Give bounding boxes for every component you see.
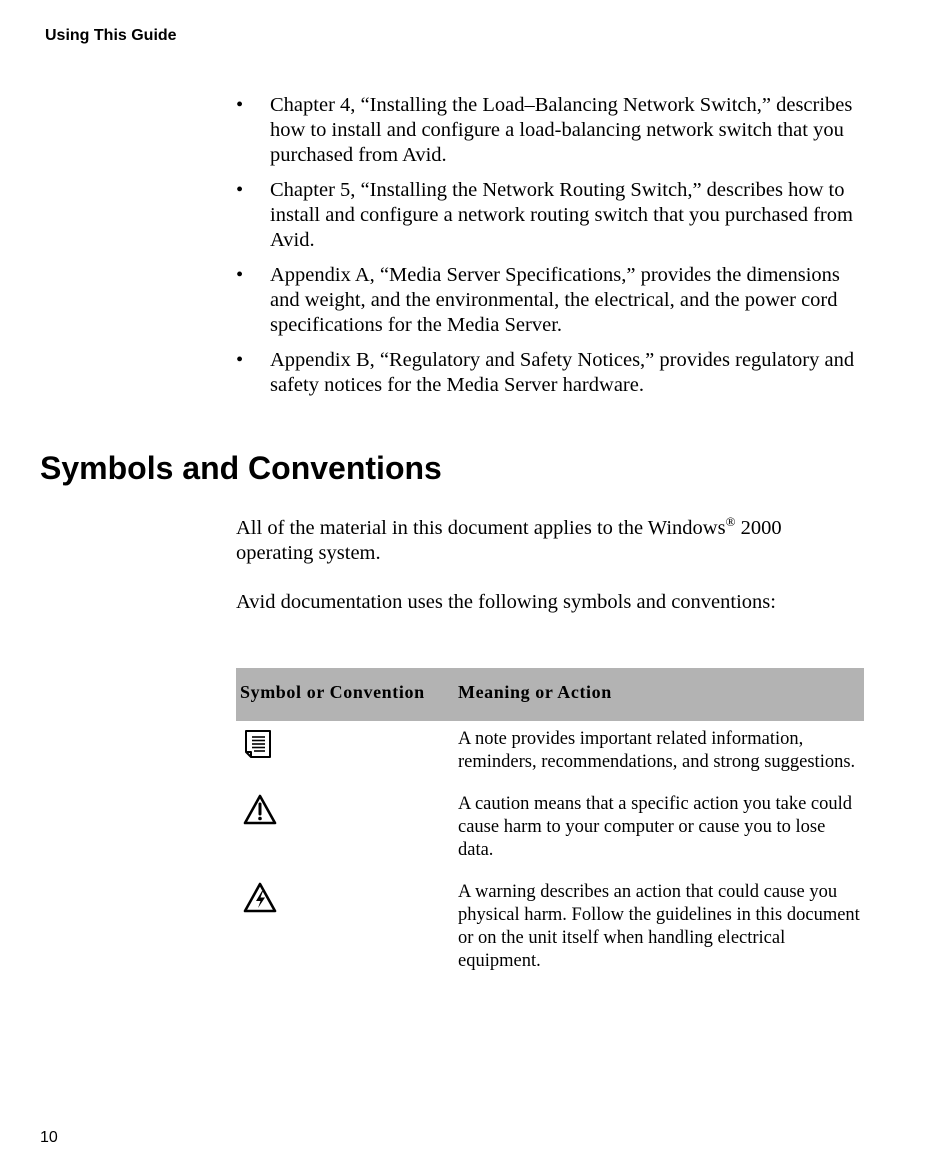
- warning-icon: [242, 881, 442, 915]
- symbol-cell: [236, 881, 442, 992]
- meaning-cell: A note provides important related information, reminders, recommendations, and strong suggestions.: [458, 729, 856, 772]
- list-item-text: Chapter 4, “Installing the Load–Balancing Network Switch,” describes how to install and configure a load-balancing network switch that you purchased from Avid.: [270, 94, 853, 166]
- note-icon: [242, 728, 442, 760]
- list-item-text: Appendix B, “Regulatory and Safety Notices,” provides regulatory and safety notices for the Media Server hardware.: [270, 349, 855, 396]
- list-item-text: Chapter 5, “Installing the Network Routing Switch,” describes how to install and configure a network routing switch that you purchased from Avid.: [270, 179, 853, 251]
- chapter-list: [236, 93, 866, 408]
- intro-text-end: 2000 operating system.: [236, 517, 782, 564]
- table-row: [236, 721, 864, 793]
- running-head: Using This Guide: [45, 27, 177, 44]
- bullet: •: [236, 94, 244, 116]
- table-row: [236, 793, 864, 881]
- lead-paragraph: Avid documentation uses the following symbols and conventions:: [236, 591, 776, 613]
- bullet: •: [236, 179, 244, 201]
- list-item: [236, 348, 866, 398]
- table-row: [236, 881, 864, 992]
- bullet: •: [236, 264, 244, 286]
- meaning-cell: A caution means that a specific action you take could cause harm to your computer or cause you to lose data.: [458, 794, 853, 860]
- list-item: [236, 178, 866, 253]
- list-item-text: Appendix A, “Media Server Specifications,” provides the dimensions and weight, and the environmental, the electrical, and the power cord specifications for the Media Server.: [270, 264, 840, 336]
- intro-text-start: All of the material in this document applies to the Windows: [236, 517, 726, 539]
- symbol-cell: [236, 793, 442, 881]
- column-header-symbol: Symbol or Convention: [236, 668, 442, 721]
- registered-mark: ®: [725, 514, 736, 530]
- page-number: 10: [40, 1129, 58, 1146]
- list-item: [236, 93, 866, 168]
- bullet: •: [236, 349, 244, 371]
- caution-icon: [242, 793, 442, 827]
- table-header-row: [236, 668, 864, 721]
- symbol-cell: [236, 721, 442, 793]
- intro-paragraph: [236, 516, 856, 566]
- meaning-cell: A warning describes an action that could cause you physical harm. Follow the guidelines in this document or on the unit itself when handling electrical equipment.: [458, 882, 860, 971]
- column-header-meaning: Meaning or Action: [442, 668, 864, 721]
- conventions-table: [236, 668, 864, 992]
- section-title: Symbols and Conventions: [40, 450, 442, 486]
- list-item: [236, 263, 866, 338]
